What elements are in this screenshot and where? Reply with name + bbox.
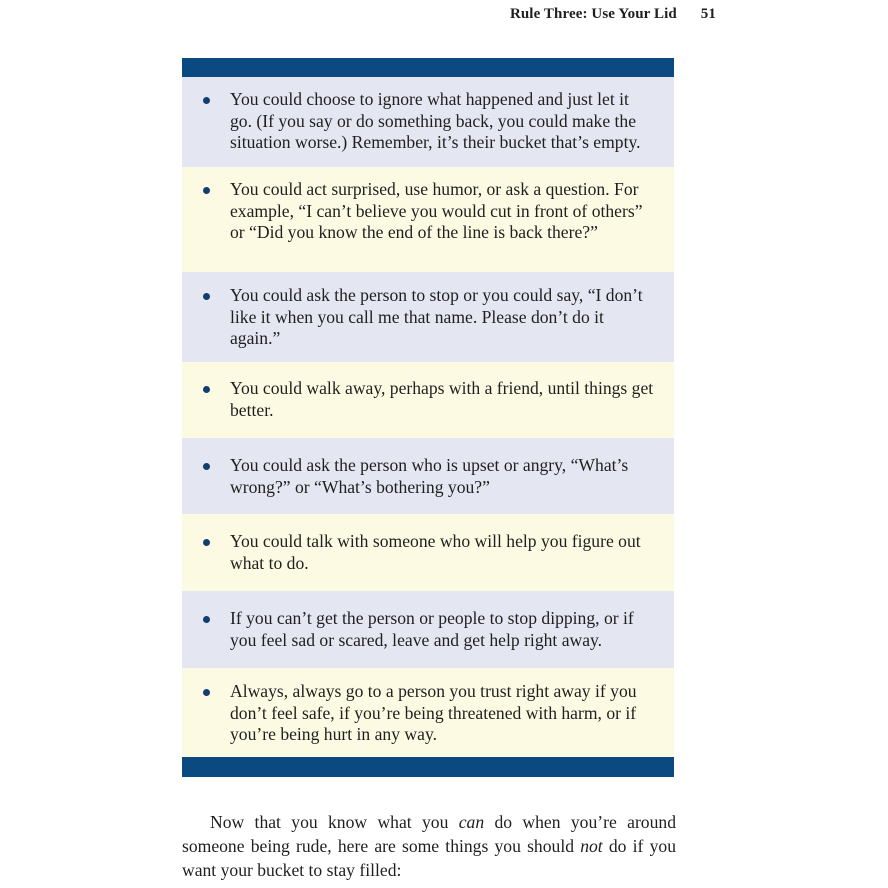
bullet-icon [203, 616, 210, 623]
tip-text: Always, always go to a person you trust right away if you don’t feel safe, if you’re being threatened with harm, or if you’re being hurt in any way. [230, 681, 637, 745]
page-number: 51 [700, 6, 716, 22]
tip-item [182, 514, 674, 591]
tip-item [182, 438, 674, 514]
tip-item [182, 668, 674, 757]
bullet-icon [203, 386, 210, 393]
bullet-icon [203, 97, 210, 104]
paragraph-emphasis: not [580, 836, 603, 856]
tip-text: You could ask the person to stop or you could say, “I don’t like it when you call me that name. Please don’t do it again.” [230, 285, 643, 349]
paragraph-text: Now that you know what you [210, 812, 459, 832]
paragraph-text: do when you’re around someone being rude, here are some things you should [182, 812, 676, 856]
bullet-icon [203, 293, 210, 300]
tip-text: If you can’t get the person or people to stop dipping, or if you feel sad or scared, leave and get help right away. [230, 608, 634, 650]
top-bar [182, 58, 674, 77]
tip-text: You could walk away, perhaps with a friend, until things get better. [230, 378, 654, 420]
paragraph-emphasis: can [458, 812, 485, 832]
bullet-icon [203, 187, 210, 194]
tip-item [182, 591, 674, 668]
bullet-icon [203, 689, 210, 696]
bullet-icon [203, 463, 210, 470]
tips-box [182, 58, 674, 777]
tip-item [182, 77, 674, 167]
bottom-bar [182, 757, 674, 777]
tip-item [182, 362, 674, 438]
bullet-icon [203, 539, 210, 546]
running-title: Rule Three: Use Your Lid [509, 6, 677, 22]
running-head [510, 6, 716, 23]
tip-text: You could act surprised, use humor, or ask a question. For example, “I can’t believe you would cut in front of others” or “Did you know the end of the line is back there?” [230, 179, 643, 243]
body-paragraph [182, 810, 676, 882]
tip-text: You could ask the person who is upset or angry, “What’s wrong?” or “What’s bothering you?” [230, 455, 629, 497]
paragraph-text: do if you want your bucket to stay filled: [182, 836, 676, 880]
tip-text: You could choose to ignore what happened and just let it go. (If you say or do something back, you could make the situation worse.) Remember, it’s their bucket that’s empty. [230, 89, 641, 153]
tip-item [182, 272, 674, 362]
tip-item [182, 167, 674, 272]
tip-text: You could talk with someone who will help you figure out what to do. [230, 531, 641, 573]
